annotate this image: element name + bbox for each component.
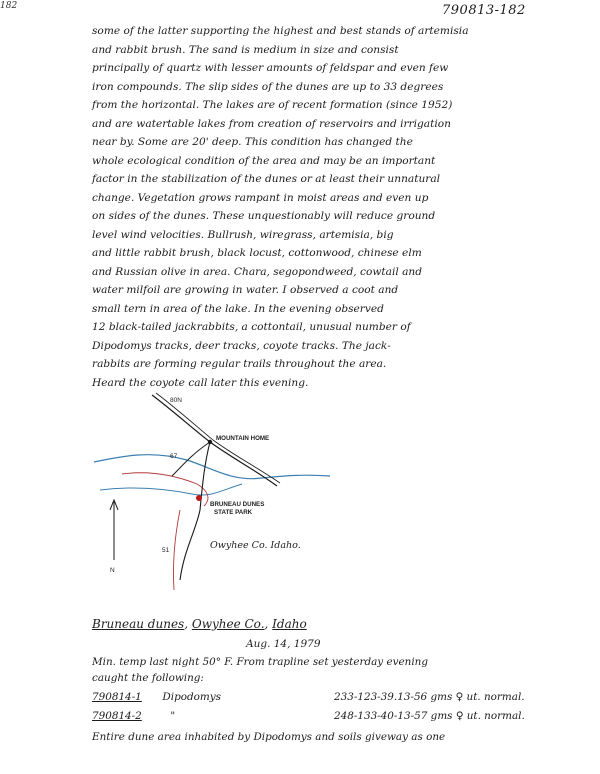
locality-county: Owyhee Co. bbox=[191, 617, 265, 631]
narrative-line: and rabbit brush. The sand is medium in size and consist bbox=[92, 43, 399, 56]
narrative-line: water milfoil are growing in water. I observed a coot and bbox=[92, 284, 399, 296]
bruneau-dunes-marker bbox=[196, 495, 202, 501]
narrative-line: some of the latter supporting the highest and best stands of artemisia bbox=[92, 25, 469, 37]
entry-date: Aug. 14, 1979 bbox=[246, 638, 321, 650]
page-id: 790813-182 bbox=[442, 3, 526, 18]
mountain-home-marker bbox=[208, 440, 212, 444]
narrative-line: 12 black-tailed jackrabbits, a cottontail, unusual number of bbox=[92, 321, 411, 333]
river-branch bbox=[100, 484, 242, 495]
narrative-line: and Russian olive in area. Chara, segopondweed, cowtail and bbox=[92, 265, 423, 278]
narrative-line: rabbits are forming regular trails throughout the area. bbox=[92, 358, 387, 370]
narrative-line: change. Vegetation grows rampant in moist areas and even up bbox=[92, 191, 429, 204]
specimen-name: Dipodomys bbox=[162, 691, 221, 703]
entry-last-line: Entire dune area inhabited by Dipodomys and soils giveway as one bbox=[92, 731, 446, 743]
narrative-line: iron compounds. The slip sides of the dunes are up to 33 degrees bbox=[92, 80, 444, 93]
entry-line-2: caught the following: bbox=[92, 672, 204, 684]
locality-heading: Bruneau dunes, Owyhee Co., Idaho bbox=[92, 617, 307, 631]
entry-heading bbox=[92, 616, 582, 632]
narrative-line: small tern in area of the lake. In the evening observed bbox=[92, 302, 384, 315]
narrative-line: whole ecological condition of the area and may be an important bbox=[92, 154, 436, 167]
label-67: 67 bbox=[170, 453, 178, 460]
narrative-line: level wind velocities. Bullrush, wiregrass, artemisia, big bbox=[92, 228, 394, 241]
specimen-data: 233-123-39.13-56 gms ♀ ut. normal. bbox=[334, 691, 525, 703]
narrative-line: Heard the coyote call later this evening. bbox=[92, 376, 309, 389]
specimen-row bbox=[92, 691, 221, 703]
narrative-line: and little rabbit brush, black locust, cottonwood, chinese elm bbox=[92, 247, 422, 259]
specimen-row bbox=[92, 710, 175, 722]
map-svg bbox=[92, 390, 332, 610]
label-bruneau-dunes: BRUNEAU DUNES bbox=[210, 501, 265, 508]
label-state-park: STATE PARK bbox=[214, 509, 253, 516]
location-sketch-map bbox=[92, 390, 332, 610]
label-north: N bbox=[110, 567, 115, 574]
specimen-id: 790814-1 bbox=[92, 691, 142, 703]
narrative-line: and are watertable lakes from creation of reservoirs and irrigation bbox=[92, 117, 451, 130]
locality-dunes: Bruneau dunes bbox=[92, 617, 185, 631]
narrative-line: principally of quartz with lesser amounts of feldspar and even few bbox=[92, 62, 449, 74]
label-80n: 80N bbox=[170, 397, 182, 404]
highway-51-red bbox=[173, 510, 180, 590]
corner-page-number: 182 bbox=[0, 1, 18, 11]
entry-line-1: Min. temp last night 50° F. From trapline set yesterday evening bbox=[92, 656, 428, 668]
label-county: Owyhee Co. Idaho. bbox=[210, 540, 301, 551]
narrative-line: from the horizontal. The lakes are of recent formation (since 1952) bbox=[92, 99, 453, 111]
narrative-line: on sides of the dunes. These unquestionably will reduce ground bbox=[92, 210, 436, 222]
specimen-id: 790814-2 bbox=[92, 710, 142, 722]
narrative-line: Dipodomys tracks, deer tracks, coyote tracks. The jack- bbox=[92, 339, 391, 352]
specimen-data: 248-133-40-13-57 gms ♀ ut. normal. bbox=[334, 710, 525, 722]
label-mountain-home: MOUNTAIN HOME bbox=[216, 435, 270, 442]
narrative-line: near by. Some are 20' deep. This condition has changed the bbox=[92, 136, 413, 148]
locality-state: Idaho bbox=[272, 617, 307, 631]
narrative-line: factor in the stabilization of the dunes or at least their unnatural bbox=[92, 173, 441, 185]
specimen-name: " bbox=[170, 710, 176, 722]
river bbox=[94, 455, 330, 479]
label-51: 51 bbox=[162, 547, 170, 554]
field-notes-narrative bbox=[92, 22, 578, 389]
